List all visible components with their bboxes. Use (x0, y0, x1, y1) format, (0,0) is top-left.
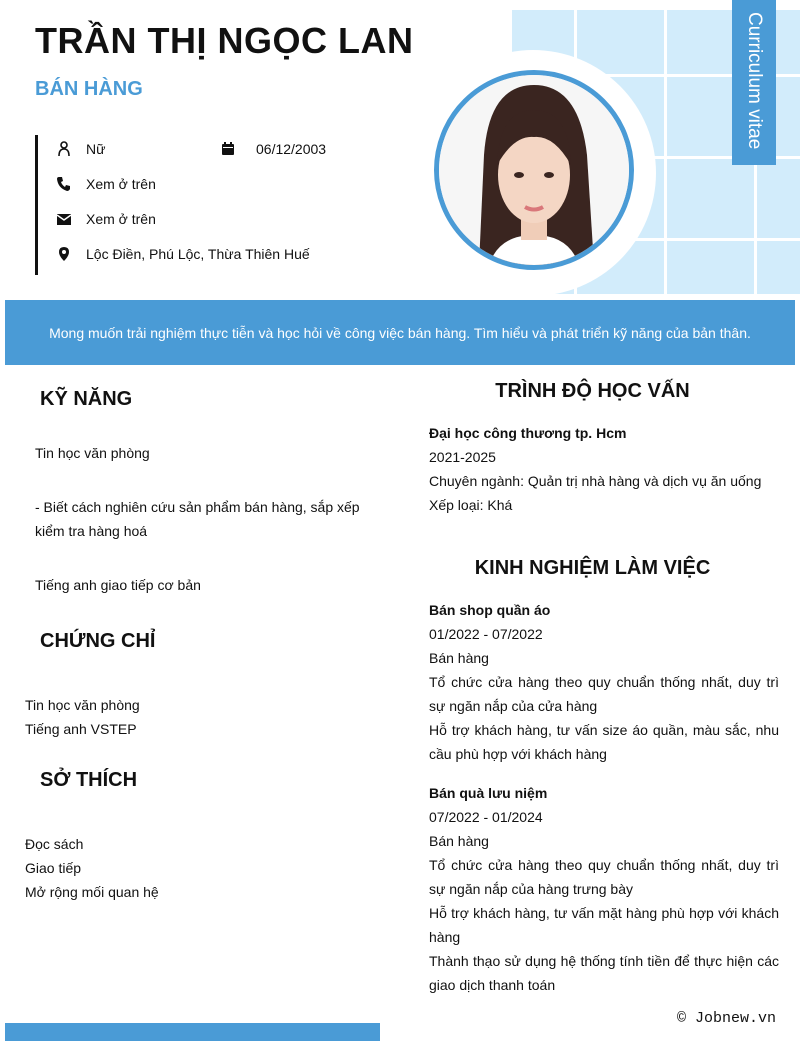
phone: Xem ở trên (86, 176, 156, 192)
job-detail: Hỗ trợ khách hàng, tư vấn mặt hàng phù hợp với khách hàng (429, 905, 779, 945)
birthday: 06/12/2003 (256, 141, 327, 157)
job-period: 07/2022 - 01/2024 (429, 809, 543, 825)
birthday-row (220, 141, 326, 157)
job-company: Bán shop quần áo (429, 602, 551, 618)
email-row (56, 211, 156, 227)
certificate-item: Tin học văn phòng (25, 697, 140, 713)
years: 2021-2025 (429, 449, 496, 465)
hobby-item: Đọc sách (25, 836, 84, 852)
job-position: Bán hàng (429, 650, 489, 666)
profile-photo (434, 70, 634, 270)
address: Lộc Điền, Phú Lộc, Thừa Thiên Huế (86, 246, 310, 262)
job-detail: Thành thạo sử dụng hệ thống tính tiền để thực hiện các giao dịch thanh toán (429, 953, 779, 993)
skill-item: - Biết cách nghiên cứu sản phẩm bán hàng, sắp xếp kiểm tra hàng hoá (35, 499, 360, 539)
hobbies-title: SỞ THÍCH (40, 769, 138, 791)
candidate-role: BÁN HÀNG (35, 78, 143, 100)
hobby-item: Giao tiếp (25, 860, 82, 876)
person-icon (56, 141, 72, 157)
location-pin-icon (56, 246, 72, 262)
rank: Xếp loại: Khá (429, 497, 513, 513)
address-row (56, 246, 310, 262)
job-detail: Hỗ trợ khách hàng, tư vấn size áo quần, màu sắc, nhu cầu phù hợp với khách hàng (429, 722, 779, 762)
job-company: Bán quà lưu niệm (429, 785, 548, 801)
phone-icon (56, 176, 72, 192)
gender: Nữ (86, 141, 106, 157)
education-details (429, 421, 779, 517)
copyright: © Jobnew.vn (677, 1010, 777, 1027)
career-objective (5, 300, 795, 365)
experience-title: KINH NGHIỆM LÀM VIỆC (474, 557, 711, 579)
job-detail: Tổ chức cửa hàng theo quy chuẩn thống nhất, duy trì sự ngăn nắp của hàng trưng bày (429, 857, 779, 897)
job-position: Bán hàng (429, 833, 489, 849)
email: Xem ở trên (86, 211, 156, 227)
job-period: 01/2022 - 07/2022 (429, 626, 543, 642)
envelope-icon (56, 211, 72, 227)
hobby-item: Mở rộng mối quan hệ (25, 884, 159, 900)
footer-bar (5, 1023, 380, 1041)
job-detail: Tổ chức cửa hàng theo quy chuẩn thống nhất, duy trì sự ngăn nắp của cửa hàng (429, 674, 779, 714)
certificate-item: Tiếng anh VSTEP (25, 721, 137, 737)
job-entry (429, 598, 779, 766)
school: Đại học công thương tp. Hcm (429, 425, 627, 441)
job-entry (429, 781, 779, 997)
calendar-icon (220, 141, 236, 157)
contact-info (35, 135, 405, 275)
skills-title: KỸ NĂNG (40, 388, 133, 410)
education-title: TRÌNH ĐỘ HỌC VẤN (495, 380, 690, 402)
certificates-title: CHỨNG CHỈ (40, 630, 156, 652)
skill-item: Tiếng anh giao tiếp cơ bản (35, 577, 201, 593)
major: Chuyên ngành: Quản trị nhà hàng và dịch vụ ăn uống (429, 473, 762, 489)
skill-item: Tin học văn phòng (35, 445, 150, 461)
gender-row (56, 141, 105, 157)
cv-label: Curriculum vitae (732, 0, 776, 165)
objective-text: Mong muốn trải nghiệm thực tiễn và học hỏi về công việc bán hàng. Tìm hiểu và phát triển kỹ năng của bản thân. (49, 324, 751, 341)
phone-row (56, 176, 156, 192)
candidate-name: TRẦN THỊ NGỌC LAN (35, 20, 414, 61)
